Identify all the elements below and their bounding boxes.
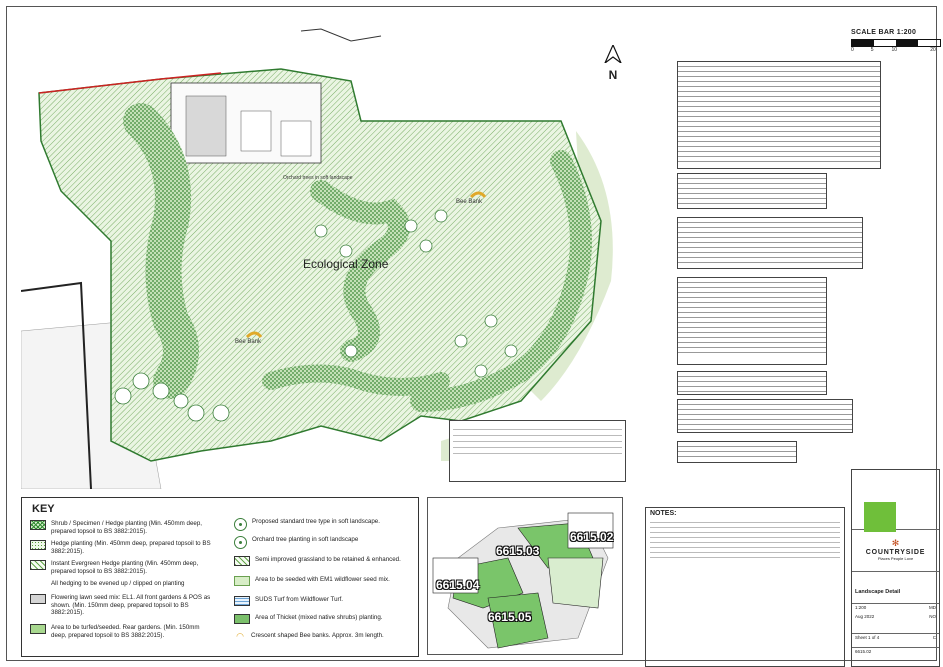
key-item — [30, 624, 215, 639]
scale-tick: 5 — [870, 47, 874, 53]
key-item-label: All hedging to be evened up / clipped on planting — [51, 580, 185, 587]
drawing-number-cell — [852, 648, 939, 666]
site-plan-map — [21, 21, 633, 489]
key-item-label: Area to be turfed/seeded. Rear gardens. (Min. 150mm deep, prepared topsoil to BS 3882:2015). — [51, 624, 200, 639]
key-item-label: Orchard tree planting in soft landscape — [252, 536, 359, 543]
drawn-by: MD — [929, 605, 936, 610]
key-item — [234, 576, 414, 586]
map-notes-box — [449, 420, 626, 482]
thicket-swatch — [234, 614, 250, 624]
consultant-logo — [864, 502, 896, 532]
ecological-zone-label: Ecological Zone — [303, 257, 389, 271]
key-item — [234, 596, 414, 606]
drawing-sheet — [6, 6, 937, 661]
wildflower-swatch — [234, 576, 250, 586]
key-item-label: Proposed standard tree type in soft landscape. — [252, 518, 380, 525]
key-item-label: Instant Evergreen Hedge planting (Min. 450mm deep, prepared topsoil to BS 3882:2015). — [51, 560, 199, 575]
scale-bar-graphic — [851, 39, 941, 47]
planting-schedule-table — [677, 61, 881, 169]
tree-schedule-table — [677, 217, 863, 269]
key-title: KEY — [32, 503, 55, 515]
company-name: COUNTRYSIDE — [865, 549, 926, 556]
plot-ref-6615-05: 6615.05 — [488, 610, 532, 624]
drawing-date: Aug 2022 — [855, 614, 875, 619]
north-arrow-icon — [603, 45, 623, 63]
title-block — [851, 469, 940, 667]
scale-tick: 10 — [891, 47, 898, 53]
key-item — [234, 536, 414, 549]
key-item — [234, 614, 414, 624]
key-item-label: Semi improved grassland to be retained & enhanced. — [255, 556, 401, 563]
key-item — [30, 560, 215, 575]
grassland-swatch — [234, 556, 250, 566]
north-arrow — [603, 45, 623, 82]
plot-ref-6615-02: 6615.02 — [570, 530, 614, 544]
scale-bar-label: SCALE BAR 1:200 — [851, 29, 917, 36]
location-plan — [427, 497, 623, 655]
key-item — [30, 594, 215, 617]
drawing-title: Landscape Detail — [855, 589, 901, 595]
north-label: N — [608, 68, 618, 82]
key-item-label: Hedge planting (Min. 450mm deep, prepared topsoil to BS 3882:2015). — [51, 540, 211, 555]
turf-swatch — [30, 624, 46, 634]
plot-ref-6615-03: 6615.03 — [496, 544, 540, 558]
key-item-label: Area to be seeded with EM1 wildflower seed mix. — [255, 576, 390, 583]
bee-bank-label: Bee Bank — [235, 339, 262, 345]
scale-ticks — [851, 47, 941, 55]
key-item — [30, 580, 215, 588]
key-item-label: Shrub / Specimen / Hedge planting (Min. 450mm deep, prepared topsoil to BS 3882:2015). — [51, 520, 202, 535]
key-item-label: Flowering lawn seed mix: EL1. All front gardens & POS as shown. (Min. 150mm deep, prepared topsoil to BS 3882:2015). — [51, 594, 211, 617]
key-item — [30, 520, 215, 535]
company-tagline: Places People Love — [877, 556, 914, 561]
suds-swatch — [234, 596, 250, 606]
drawing-scale: 1:200 — [855, 605, 867, 610]
project-block — [852, 572, 939, 604]
key-item — [234, 518, 414, 531]
key-item — [234, 556, 414, 566]
scale-tick: 20 — [930, 47, 936, 53]
general-notes — [645, 507, 845, 667]
scale-bar — [851, 29, 941, 59]
evergreen-hedge-swatch — [30, 560, 46, 570]
bulb-schedule-table — [677, 371, 827, 395]
sheet-number: Sheet 1 of 4 — [855, 635, 880, 640]
countryside-logo-icon: ✻ — [891, 538, 900, 548]
sheet-info — [852, 634, 939, 648]
key-item-label: Crescent shaped Bee banks. Approx. 3m length. — [251, 632, 384, 639]
scale-tick: 0 — [851, 47, 854, 53]
tree-icon — [234, 518, 247, 531]
hedge-schedule-table — [677, 173, 827, 209]
revision: C — [932, 635, 936, 640]
client-block — [852, 530, 939, 572]
key-item — [234, 632, 414, 640]
thicket-schedule-table — [677, 399, 853, 433]
seed-mix-table — [677, 441, 797, 463]
hedge-swatch — [30, 540, 46, 550]
drawing-number: 6615.02 — [855, 649, 872, 654]
shrub-swatch — [30, 520, 46, 530]
key-item-label: SUDS Turf from Wildflower Turf. — [255, 596, 344, 603]
location-plan-map — [428, 498, 623, 655]
consultant-block — [852, 470, 939, 530]
checked-by: NO — [929, 614, 936, 619]
key-item-label: Area of Thicket (mixed native shrubs) planting. — [255, 614, 383, 621]
plot-ref-6615-04: 6615.04 — [436, 578, 480, 592]
title-panel — [645, 21, 940, 661]
orchard-label-svg: Orchard trees in soft landscape — [283, 175, 353, 181]
drawing-details — [852, 604, 939, 634]
shrub-schedule-table — [677, 277, 827, 365]
bee-bank-icon: ◠ — [236, 631, 244, 641]
notes-title: NOTES: — [650, 510, 677, 517]
bee-bank-label: Bee Bank — [456, 199, 483, 205]
legend-key — [21, 497, 419, 657]
lawn-seed-swatch — [30, 594, 46, 604]
orchard-tree-icon — [234, 536, 247, 549]
key-item — [30, 540, 215, 555]
